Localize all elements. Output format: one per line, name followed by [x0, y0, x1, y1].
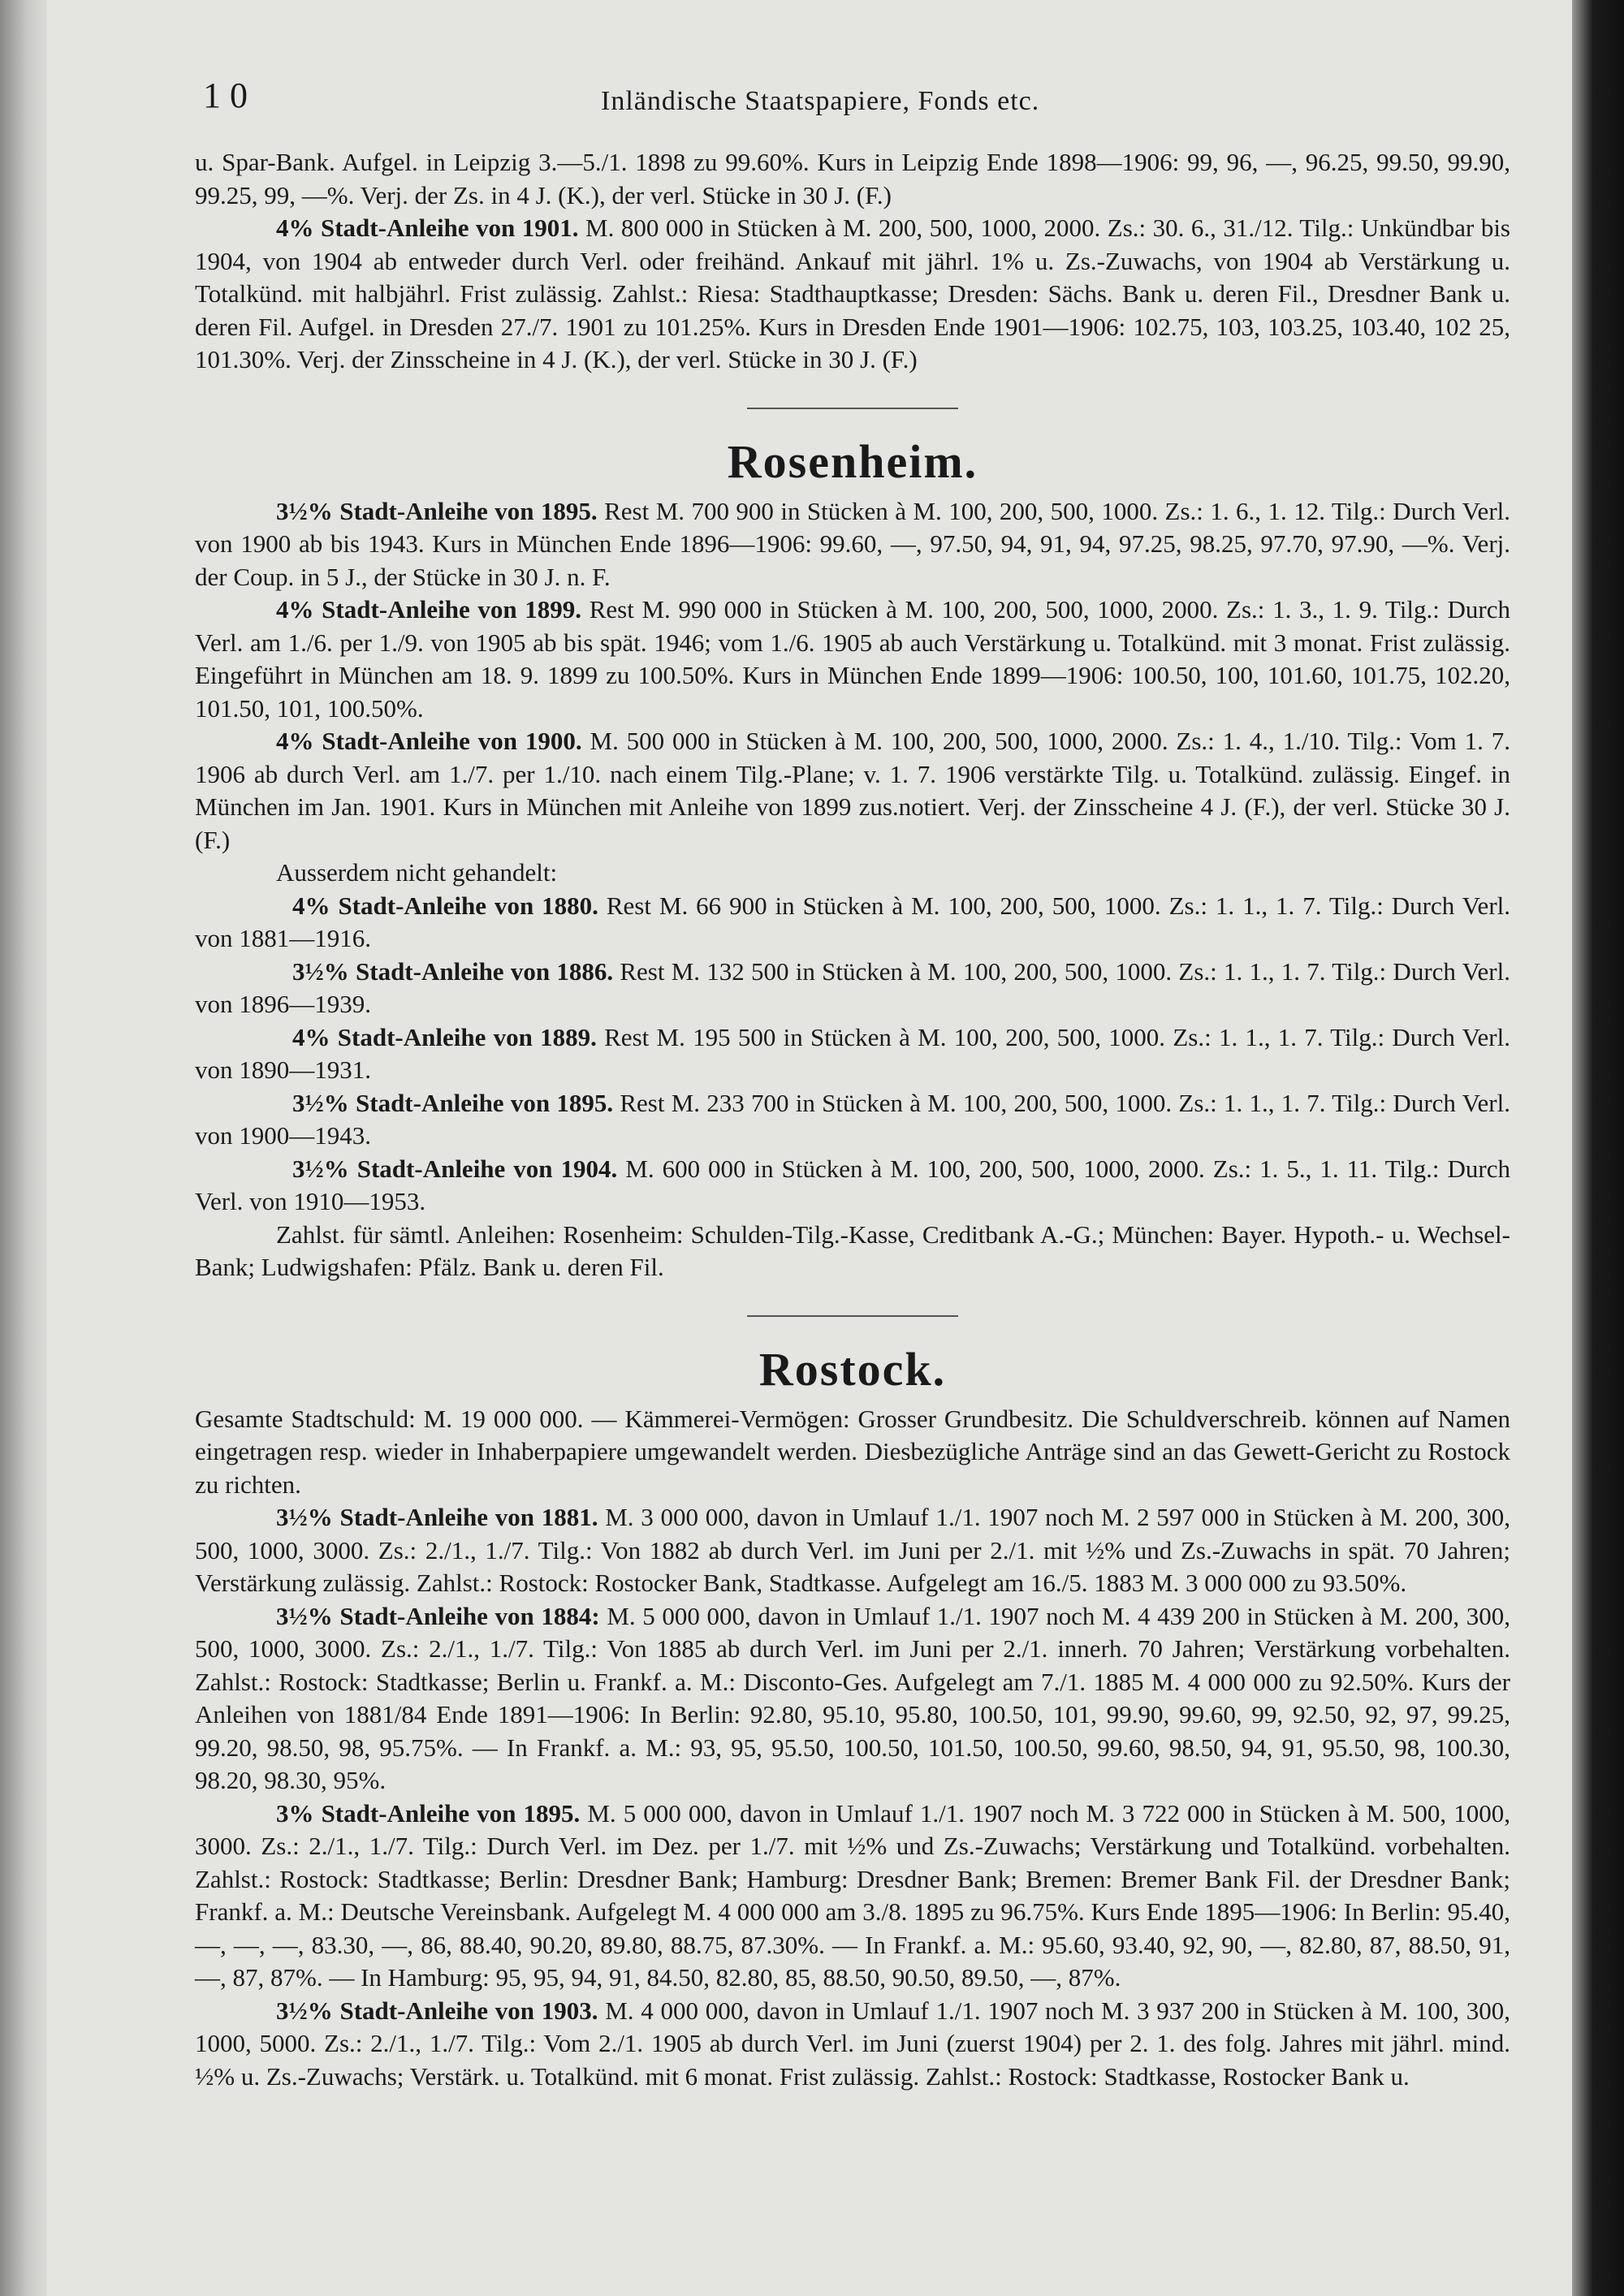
entry-rostock-1881	[195, 1501, 1510, 1600]
entry-title: 3½% Stadt-Anleihe von 1884:	[276, 1601, 600, 1630]
ausserdem-note: Ausserdem nicht gehandelt:	[276, 858, 558, 887]
entry-text: M. 500 000 in Stücken à M. 100, 200, 500, 1000, 2000. Zs.: 1. 4., 1./10. Tilg.: Vom 1. 7. 1906 ab durch Verl. am 1./7. per 1./10. nach einem Tilg.-Plane; v. 1. 7. 1906 verstärkte Tilg. u. Totalkünd. zulässig. Eingef. in München im Jan. 1901. Kurs in München mit Anleihe von 1899 zus.notiert. Verj. der Zinsscheine 4 J. (F.), der verl. Stücke 30 J. (F.)	[195, 727, 1510, 854]
entry-rostock-1903	[195, 1995, 1510, 2094]
entry-title: 3% Stadt-Anleihe von 1895.	[276, 1798, 581, 1828]
scan-left-margin	[0, 0, 47, 2296]
rostock-intro: Gesamte Stadtschuld: M. 19 000 000. — Kämmerei-Vermögen: Grosser Grundbesitz. Die Schuldverschreib. können auf Namen eingetragen resp. wieder in Inhaberpapiere umgewandelt werden. Diesbezügliche Anträge sind an das Gewett-Gericht zu Rostock zu richten.	[195, 1404, 1510, 1499]
entry-rosenheim-1904	[195, 1153, 1510, 1219]
entry-title: 3½% Stadt-Anleihe von 1881.	[276, 1503, 598, 1531]
entry-rosenheim-1895b	[195, 1087, 1510, 1153]
entry-text: M. 3 000 000, davon in Umlauf 1./1. 1907 noch M. 2 597 000 in Stücken à M. 200, 300, 500, 1000, 3000. Zs.: 2./1., 1./7. Tilg.: Von 1882 ab durch Verl. im Juni per 2./1. mit ½% und Zs.-Zuwachs in spät. 70 Jahren; Verstärkung zulässig. Zahlst.: Rostock: Rostocker Bank, Stadtkasse. Aufgelegt am 16./5. 1883 M. 3 000 000 zu 93.50%.	[195, 1503, 1510, 1597]
entry-rosenheim-1889	[195, 1021, 1510, 1087]
entry-text: Rest M. 66 900 in Stücken à M. 100, 200, 500, 1000. Zs.: 1. 1., 1. 7. Tilg.: Durch Verl. von 1881—1916.	[195, 891, 1511, 952]
page-number: 1 0	[203, 76, 248, 115]
entry-text: M. 4 000 000, davon in Umlauf 1./1. 1907 noch M. 3 937 200 in Stücken à M. 100, 300, 1000, 5000. Zs.: 2./1., 1./7. Tilg.: Vom 2./1. 1905 ab durch Verl. im Juni (zuerst 1904) per 2. 1. des folg. Jahres mit jährl. mind. ½% u. Zs.-Zuwachs; Verstärk. u. Totalkünd. mit 6 monat. Frist zulässig. Zahlst.: Rostock: Stadtkasse, Rostocker Bank u.	[195, 1996, 1510, 2091]
city-heading-rosenheim: Rosenheim.	[727, 434, 978, 488]
entry-rosenheim-1895	[195, 495, 1510, 594]
entry-rosenheim-1900	[195, 725, 1510, 857]
entry-title: 4% Stadt-Anleihe von 1901.	[276, 214, 579, 242]
entry-title: 3½% Stadt-Anleihe von 1904.	[292, 1154, 618, 1183]
entry-rostock-1895	[195, 1798, 1510, 1995]
entry-rosenheim-1886	[195, 956, 1510, 1021]
entry-title: 4% Stadt-Anleihe von 1889.	[292, 1022, 597, 1051]
city-heading-rostock: Rostock.	[758, 1342, 947, 1396]
entry-text: Rest M. 233 700 in Stücken à M. 100, 200, 500, 1000. Zs.: 1. 1., 1. 7. Tilg.: Durch Verl. von 1900—1943.	[195, 1088, 1510, 1150]
entry-title: 3½% Stadt-Anleihe von 1895.	[276, 496, 598, 525]
page-header	[146, 75, 1510, 123]
section-divider	[747, 1315, 958, 1317]
entry-text: M. 600 000 in Stücken à M. 100, 200, 500, 1000, 2000. Zs.: 1. 5., 1. 11. Tilg.: Durch Verl. von 1910—1953.	[195, 1154, 1510, 1215]
entry-text: M. 5 000 000, davon in Umlauf 1./1. 1907 noch M. 4 439 200 in Stücken à M. 200, 300, 500, 1000, 3000. Zs.: 2./1., 1./7. Tilg.: Von 1885 ab durch Verl. im Juni per 2./1. innerh. 70 Jahren; Verstärkung vorbehalten. Zahlst.: Rostock: Stadtkasse; Berlin u. Frankf. a. M.: Disconto-Ges. Aufgelegt am 7./1. 1885 M. 4 000 000 zu 92.50%. Kurs der Anleihen von 1881/84 Ende 1891—1906: In Berlin: 92.80, 95.10, 95.80, 100.50, 101, 99.90, 99.60, 99, 92.50, 92, 97, 99.25, 99.20, 98.50, 98, 95.75%. — In Frankf. a. M.: 93, 95, 95.50, 100.50, 101.50, 100.50, 99.60, 98.50, 94, 91, 95.50, 98, 100.30, 98.20, 98.30, 95%.	[195, 1601, 1510, 1794]
entry-title: 3½% Stadt-Anleihe von 1886.	[292, 956, 614, 986]
rosenheim-zahlstellen: Zahlst. für sämtl. Anleihen: Rosenheim: Schulden-Tilg.-Kasse, Creditbank A.-G.; München: Bayer. Hypoth.- u. Wechsel-Bank; Ludwigshafen: Pfälz. Bank u. deren Fil.	[195, 1219, 1510, 1281]
entry-text: Rest M. 700 900 in Stücken à M. 100, 200, 500, 1000. Zs.: 1. 6., 1. 12. Tilg.: Durch Verl. von 1900 ab bis 1943. Kurs in München Ende 1896—1906: 99.60, —, 97.50, 94, 91, 94, 97.25, 98.25, 97.70, 97.90, —%. Verj. der Coup. in 5 J., der Stücke in 30 J. n. F.	[195, 496, 1510, 591]
scan-right-binding	[1572, 0, 1624, 2296]
page-body	[195, 146, 1510, 2093]
entry-rosenheim-1880	[195, 890, 1510, 956]
entry-text: M. 5 000 000, davon in Umlauf 1./1. 1907 noch M. 3 722 000 in Stücken à M. 500, 1000, 3000. Zs.: 2./1., 1./7. Tilg.: Durch Verl. im Dez. per 1./7. mit ½% und Zs.-Zuwachs; Verstärkung und Totalkünd. vorbehalten. Zahlst.: Rostock: Stadtkasse; Berlin: Dresdner Bank; Hamburg: Dresdner Bank; Bremen: Bremer Bank Fil. der Dresdner Bank; Frankf. a. M.: Deutsche Vereinsbank. Aufgelegt M. 4 000 000 am 3./8. 1895 zu 96.75%. Kurs Ende 1895—1906: In Berlin: 95.40, —, —, —, 83.30, —, 86, 88.40, 90.20, 89.80, 88.75, 87.30%. — In Frankf. a. M.: 95.60, 93.40, 92, 90, —, 82.80, 87, 88.50, 91, —, 87, 87%. — In Hamburg: 95, 95, 94, 91, 84.50, 82.80, 85, 88.50, 90.50, 89.50, —, 87%.	[195, 1798, 1510, 1992]
entry-title: 4% Stadt-Anleihe von 1899.	[276, 595, 582, 624]
entry-rostock-1884	[195, 1600, 1510, 1798]
section-divider	[747, 408, 958, 409]
entry-text: Rest M. 195 500 in Stücken à M. 100, 200, 500, 1000. Zs.: 1. 1., 1. 7. Tilg.: Durch Verl. von 1890—1931.	[195, 1022, 1510, 1084]
entry-title: 3½% Stadt-Anleihe von 1895.	[292, 1088, 614, 1117]
leipzig-continuation: u. Spar-Bank. Aufgel. in Leipzig 3.—5./1. 1898 zu 99.60%. Kurs in Leipzig Ende 1898—1906: 99, 96, —, 96.25, 99.50, 99.90, 99.25, 99, —%. Verj. der Zs. in 4 J. (K.), der verl. Stücke in 30 J. (F.)	[195, 148, 1510, 209]
entry-text: M. 800 000 in Stücken à M. 200, 500, 1000, 2000. Zs.: 30. 6., 31./12. Tilg.: Unkündbar bis 1904, von 1904 ab entweder durch Verl. oder freihänd. Ankauf mit jährl. 1% u. Zs.-Zuwachs, von 1904 ab Verstärkung u. Totalkünd. mit halbjährl. Frist zulässig. Zahlst.: Riesa: Stadthauptkasse; Dresden: Sächs. Bank u. deren Fil., Dresdner Bank u. deren Fil. Aufgel. in Dresden 27./7. 1901 zu 101.25%. Kurs in Dresden Ende 1901—1906: 102.75, 103, 103.25, 103.40, 102 25, 101.30%. Verj. der Zinsscheine in 4 J. (K.), der verl. Stücke in 30 J. (F.)	[195, 214, 1510, 373]
entry-text: Rest M. 132 500 in Stücken à M. 100, 200, 500, 1000. Zs.: 1. 1., 1. 7. Tilg.: Durch Verl. von 1896—1939.	[195, 956, 1510, 1018]
entry-title: 4% Stadt-Anleihe von 1900.	[276, 727, 582, 755]
entry-title: 3½% Stadt-Anleihe von 1903.	[276, 1996, 598, 2025]
entry-leipzig-1901	[195, 212, 1510, 377]
running-head: Inländische Staatspapiere, Fonds etc.	[601, 86, 1040, 116]
entry-title: 4% Stadt-Anleihe von 1880.	[292, 891, 598, 920]
entry-text: Rest M. 990 000 in Stücken à M. 100, 200, 500, 1000, 2000. Zs.: 1. 3., 1. 9. Tilg.: Durch Verl. am 1./6. per 1./9. von 1905 ab bis spät. 1946; vom 1./6. 1905 ab auch Verstärkung u. Totalkünd. mit 3 monat. Frist zulässig. Eingeführt in München am 18. 9. 1899 zu 100.50%. Kurs in München Ende 1899—1906: 100.50, 100, 101.60, 101.75, 102.20, 101.50, 101, 100.50%.	[195, 595, 1510, 723]
entry-rosenheim-1899	[195, 593, 1510, 725]
